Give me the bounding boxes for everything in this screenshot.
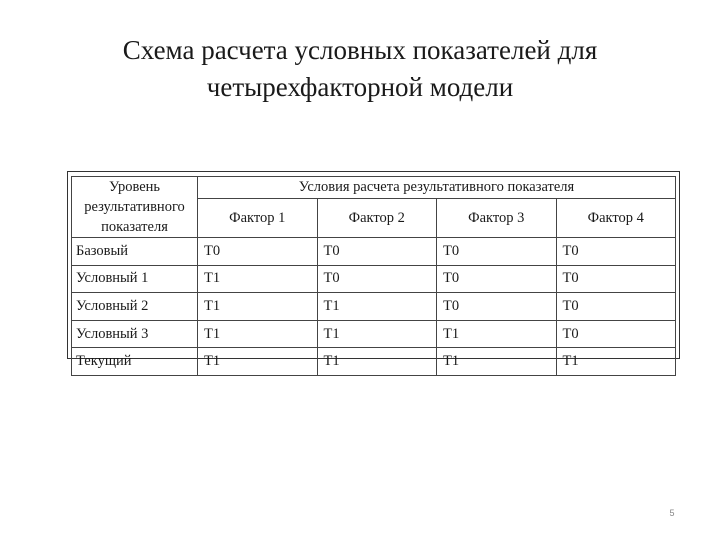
condition-cell: T1 <box>198 293 318 321</box>
condition-cell: T1 <box>317 348 437 376</box>
slide-title-line-2: четырехфакторной модели <box>206 72 514 102</box>
factor-4-header: Фактор 4 <box>556 199 676 238</box>
table-frame <box>67 171 680 370</box>
factor-1-header: Фактор 1 <box>198 199 318 238</box>
condition-cell: T0 <box>556 320 676 348</box>
condition-cell: T1 <box>198 320 318 348</box>
row-level-label: Условный 1 <box>72 265 198 293</box>
level-header-line-3: показателя <box>101 219 168 235</box>
table-row-base <box>72 238 676 266</box>
condition-cell: T1 <box>317 293 437 321</box>
condition-cell: T0 <box>317 238 437 266</box>
calculation-scheme-table <box>71 176 676 376</box>
condition-cell: T1 <box>198 348 318 376</box>
table-header-row-1 <box>72 177 676 199</box>
factor-3-header: Фактор 3 <box>437 199 557 238</box>
condition-cell: T0 <box>317 265 437 293</box>
condition-cell: T0 <box>556 293 676 321</box>
condition-cell: T0 <box>556 265 676 293</box>
condition-cell: T0 <box>556 238 676 266</box>
row-level-label: Текущий <box>72 348 198 376</box>
level-column-header <box>72 177 198 238</box>
condition-cell: T0 <box>437 293 557 321</box>
condition-cell: T0 <box>198 238 318 266</box>
conditions-group-header: Условия расчета результативного показателя <box>198 177 676 199</box>
table-row-conditional-3 <box>72 320 676 348</box>
condition-cell: T1 <box>556 348 676 376</box>
slide-title-line-1: Схема расчета условных показателей для <box>122 35 598 65</box>
level-header-line-2: результативного <box>84 199 185 215</box>
table-row-conditional-2 <box>72 293 676 321</box>
condition-cell: T0 <box>437 238 557 266</box>
condition-cell: T1 <box>437 348 557 376</box>
page-number: 5 <box>669 508 675 518</box>
condition-cell: T1 <box>437 320 557 348</box>
row-level-label: Базовый <box>72 238 198 266</box>
condition-cell: T0 <box>437 265 557 293</box>
level-header-line-1: Уровень <box>108 179 161 195</box>
condition-cell: T1 <box>198 265 318 293</box>
table-row-conditional-1 <box>72 265 676 293</box>
factor-2-header: Фактор 2 <box>317 199 437 238</box>
slide-title <box>60 32 660 106</box>
condition-cell: T1 <box>317 320 437 348</box>
row-level-label: Условный 3 <box>72 320 198 348</box>
row-level-label: Условный 2 <box>72 293 198 321</box>
table-row-current <box>72 348 676 376</box>
